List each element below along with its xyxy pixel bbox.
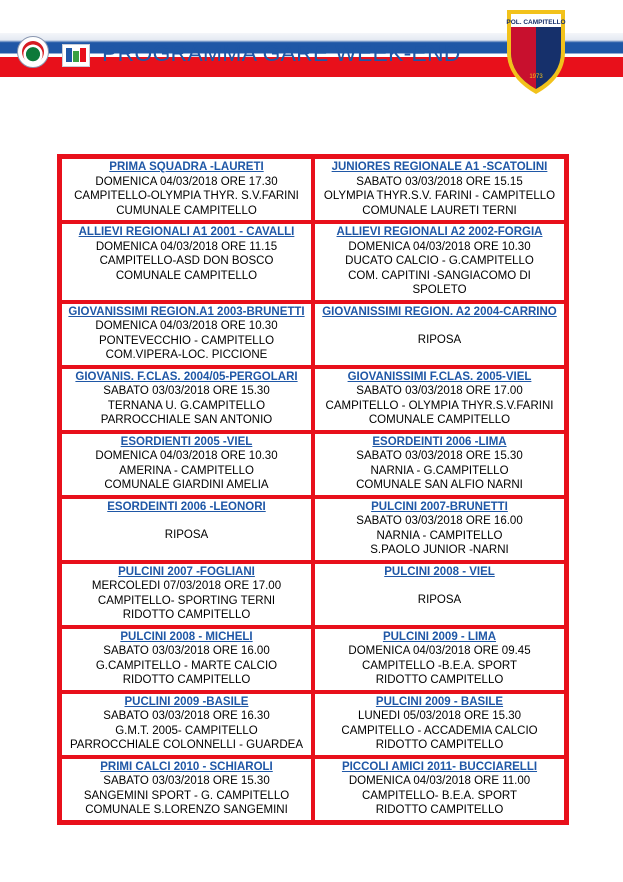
- match-line: G.M.T. 2005- CAMPITELLO: [115, 724, 258, 737]
- match-line: SABATO 03/03/2018 ORE 15.15: [356, 175, 523, 188]
- spacer: [317, 579, 562, 593]
- match-line: COMUNALE CAMPITELLO: [368, 414, 511, 426]
- match-line: SABATO 03/03/2018 ORE 16.30: [103, 710, 270, 722]
- match-line: RIDOTTO CAMPITELLO: [122, 609, 251, 621]
- match-line: COMUNALE GIARDINI AMELIA: [104, 479, 269, 491]
- team-title: GIOVANISSIMI REGION.A1 2003-BRUNETTI: [68, 305, 305, 318]
- rest-label: RIPOSA: [417, 594, 462, 606]
- team-title: JUNIORES REGIONALE A1 -SCATOLINI: [331, 161, 548, 173]
- match-line: CAMPITELLO- SPORTING TERNI: [97, 594, 276, 607]
- team-title: ALLIEVI REGIONALI A2 2002-FORGIA: [336, 226, 543, 238]
- team-title: PULCINI 2009 - BASILE: [375, 695, 504, 708]
- match-cell: [313, 222, 566, 302]
- match-cell: [313, 692, 566, 757]
- match-line: DUCATO CALCIO - G.CAMPITELLO: [345, 255, 534, 267]
- match-line: RIDOTTO CAMPITELLO: [375, 739, 504, 751]
- schedule-row: [60, 497, 566, 562]
- match-line: CUMUNALE CAMPITELLO: [116, 204, 257, 217]
- match-cell: [313, 367, 566, 432]
- page-title: PROGRAMMA GARE WEEK-END: [102, 40, 461, 66]
- team-title: PULCINI 2009 - LIMA: [382, 630, 497, 643]
- match-line: SABATO 03/03/2018 ORE 15.30: [103, 775, 270, 787]
- match-line: DOMENICA 04/03/2018 ORE 09.45: [348, 645, 531, 657]
- schedule-row: [60, 222, 566, 302]
- team-title: GIOVANIS. F.CLAS. 2004/05-PERGOLARI: [75, 370, 298, 383]
- match-line: RIDOTTO CAMPITELLO: [375, 674, 504, 686]
- match-cell: [313, 432, 566, 497]
- team-title: ESORDEINTI 2006 -LEONORI: [107, 500, 266, 513]
- match-line: CAMPITELLO - OLYMPIA THYR.S.V.FARINI: [325, 399, 554, 412]
- team-title: PICCOLI AMICI 2011- BUCCIARELLI: [341, 760, 538, 773]
- lnd-logo-icon: [62, 44, 90, 67]
- schedule-row: [60, 157, 566, 222]
- match-line: CAMPITELLO-OLYMPIA THYR. S.V.FARINI: [74, 190, 299, 202]
- match-line: CAMPITELLO-ASD DON BOSCO: [99, 255, 274, 267]
- schedule-row: [60, 627, 566, 692]
- rest-label: RIPOSA: [417, 334, 462, 346]
- team-title: GIOVANISSIMI F.CLAS. 2005-VIEL: [347, 370, 532, 383]
- match-line: COMUNALE SAN ALFIO NARNI: [356, 479, 523, 491]
- match-line: PONTEVECCHIO - CAMPITELLO: [98, 334, 275, 347]
- match-cell: [313, 302, 566, 367]
- match-line: RIDOTTO CAMPITELLO: [375, 804, 504, 816]
- match-cell: [60, 627, 313, 692]
- match-line: CAMPITELLO - ACCADEMIA CALCIO: [341, 724, 538, 737]
- match-line: SABATO 03/03/2018 ORE 15.30: [356, 450, 523, 462]
- match-line: AMERINA - CAMPITELLO: [119, 464, 254, 477]
- match-line: S.PAOLO JUNIOR -NARNI: [370, 544, 509, 556]
- schedule-row: [60, 757, 566, 822]
- match-line: COMUNALE S.LORENZO SANGEMINI: [85, 804, 288, 816]
- match-line: COMUNALE LAURETI TERNI: [362, 204, 517, 217]
- match-line: SABATO 03/03/2018 ORE 17.00: [356, 385, 523, 397]
- match-cell: [60, 222, 313, 302]
- match-line: DOMENICA 04/03/2018 ORE 11.15: [95, 240, 278, 253]
- schedule-row: [60, 692, 566, 757]
- match-line: DOMENICA 04/03/2018 ORE 10.30: [348, 240, 531, 253]
- team-title: PRIMA SQUADRA -LAURETI: [109, 161, 264, 173]
- match-line: NARNIA - CAMPITELLO: [376, 529, 503, 542]
- team-title: PUCLINI 2009 -BASILE: [124, 695, 249, 708]
- team-title: PRIMI CALCI 2010 - SCHIAROLI: [100, 760, 273, 773]
- match-cell: [313, 497, 566, 562]
- match-cell: [60, 757, 313, 822]
- club-badge-year: 1973: [529, 74, 543, 80]
- match-cell: [313, 157, 566, 222]
- match-line: CAMPITELLO- B.E.A. SPORT: [361, 789, 518, 802]
- match-line: SABATO 03/03/2018 ORE 15.30: [103, 385, 270, 397]
- match-cell: [60, 367, 313, 432]
- match-cell: [313, 757, 566, 822]
- team-title: PULCINI 2007 -FOGLIANI: [118, 565, 255, 578]
- team-title: ALLIEVI REGIONALI A1 2001 - CAVALLI: [78, 226, 295, 238]
- team-title: ESORDIENTI 2005 -VIEL: [120, 435, 253, 448]
- schedule-row: [60, 302, 566, 367]
- match-line: TERNANA U. G.CAMPITELLO: [107, 399, 266, 412]
- schedule-row: [60, 562, 566, 627]
- match-line: DOMENICA 04/03/2018 ORE 10.30: [95, 450, 278, 462]
- match-cell: [60, 157, 313, 222]
- match-line: SPOLETO: [412, 284, 467, 296]
- match-cell: [60, 302, 313, 367]
- match-line: MERCOLEDI 07/03/2018 ORE 17.00: [91, 580, 282, 592]
- team-title: ESORDEINTI 2006 -LIMA: [372, 435, 507, 448]
- match-cell: [60, 497, 313, 562]
- match-cell: [60, 692, 313, 757]
- team-title: PULCINI 2008 - VIEL: [384, 565, 495, 578]
- match-line: DOMENICA 04/03/2018 ORE 10.30: [95, 320, 278, 332]
- club-shield-icon: [505, 6, 567, 96]
- match-cell: [60, 562, 313, 627]
- match-line: PARROCCHIALE SAN ANTONIO: [100, 414, 273, 426]
- match-line: PARROCCHIALE COLONNELLI - GUARDEA: [69, 739, 304, 751]
- match-line: SABATO 03/03/2018 ORE 16.00: [356, 515, 523, 527]
- match-line: OLYMPIA THYR.S.V. FARINI - CAMPITELLO: [323, 190, 556, 202]
- spacer: [64, 514, 309, 528]
- match-cell: [60, 432, 313, 497]
- match-line: COM. CAPITINI -SANGIACOMO DI: [348, 269, 531, 282]
- match-line: NARNIA - G.CAMPITELLO: [370, 464, 509, 477]
- team-title: GIOVANISSIMI REGION. A2 2004-CARRINO: [322, 305, 557, 318]
- match-line: CAMPITELLO -B.E.A. SPORT: [361, 659, 518, 672]
- match-cell: [313, 562, 566, 627]
- spacer: [317, 319, 562, 333]
- match-line: G.CAMPITELLO - MARTE CALCIO: [95, 659, 278, 672]
- team-title: PULCINI 2007-BRUNETTI: [371, 500, 508, 513]
- match-line: DOMENICA 04/03/2018 ORE 17.30: [95, 175, 278, 188]
- match-line: LUNEDI 05/03/2018 ORE 15.30: [357, 710, 522, 722]
- match-line: SABATO 03/03/2018 ORE 16.00: [103, 645, 270, 657]
- match-line: SANGEMINI SPORT - G. CAMPITELLO: [83, 789, 290, 802]
- match-line: RIDOTTO CAMPITELLO: [122, 674, 251, 686]
- schedule-table: [57, 154, 569, 825]
- schedule-row: [60, 432, 566, 497]
- figc-logo-icon: [17, 36, 49, 68]
- club-badge-text: POL. CAMPITELLO: [506, 19, 566, 26]
- team-title: PULCINI 2008 - MICHELI: [120, 630, 253, 643]
- match-line: COMUNALE CAMPITELLO: [115, 269, 258, 282]
- rest-label: RIPOSA: [164, 529, 209, 541]
- match-line: DOMENICA 04/03/2018 ORE 11.00: [348, 775, 531, 787]
- match-cell: [313, 627, 566, 692]
- schedule-row: [60, 367, 566, 432]
- match-line: COM.VIPERA-LOC. PICCIONE: [105, 349, 268, 361]
